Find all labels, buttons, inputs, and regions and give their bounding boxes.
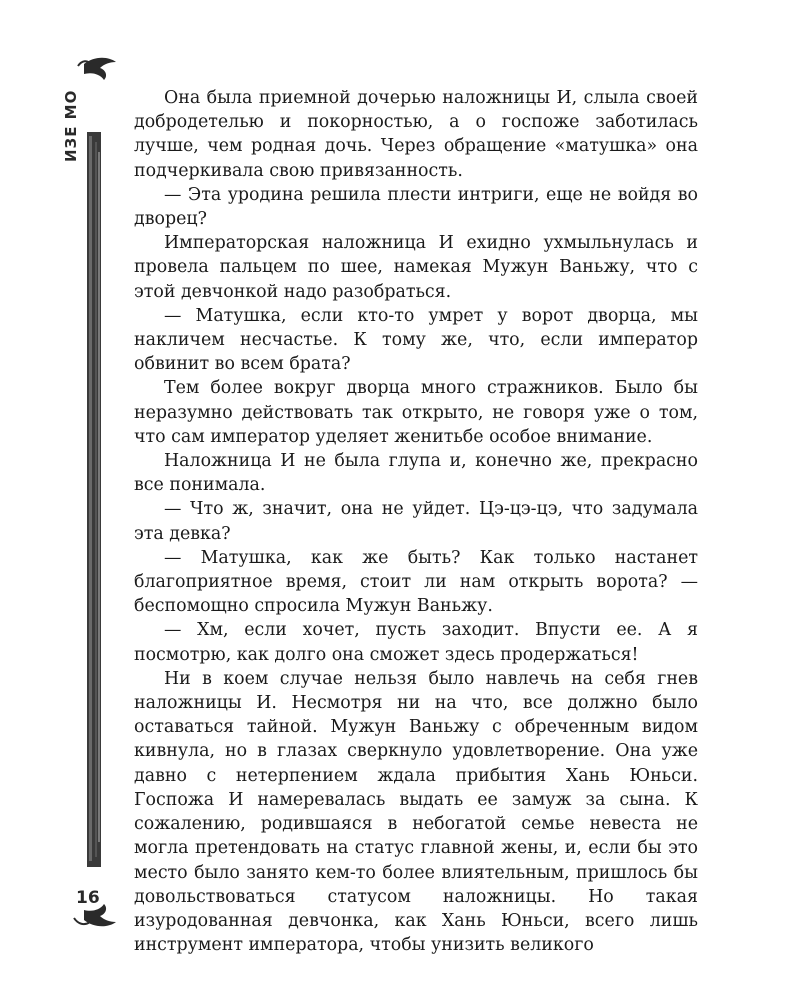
paragraph: Тем более вокруг дворца много стражников. Было бы неразумно действовать так открыто, не говоря уже о том, что сам император уделяет женитьбе особое внимание.	[134, 378, 698, 447]
paragraph: — Что ж, значит, она не уйдет. Цэ-цэ-цэ, что задумала эта девка?	[134, 499, 698, 544]
paragraph: — Эта уродина решила плести интриги, еще не войдя во дворец?	[134, 184, 698, 230]
paragraph: — Хм, если хочет, пусть заходит. Впусти ее. А я посмотрю, как долго она сможет здесь продержаться!	[134, 620, 698, 665]
paragraph: Наложница И не была глупа и, конечно же, прекрасно все понимала.	[134, 451, 698, 496]
paragraph: — Матушка, как же быть? Как только настанет благоприятное время, стоит ли нам открыть ворота? — беспомощно спросила Мужун Ваньжу.	[134, 547, 698, 617]
body-text	[134, 86, 698, 957]
paragraph: Ни в коем случае нельзя было навлечь на себя гнев наложницы И. Несмотря ни на что, все должно было оставаться тайной. Мужун Ваньжу с обреченным видом кивнула, но в глазах сверкнуло удовлетворение. Она уже давно с нетерпением ждала прибытия Хань Юньси. Госпожа И намеревалась выдать ее замуж за сына. К сожалению, родившаяся в небогатой семье невеста не могла претендовать на статус главной жены, и, если бы это место было занято кем-то более влиятельным, пришлось бы довольствоваться статусом наложницы. Но такая изуродованная девчонка, как Хань Юньси, всего лишь инструмент императора, чтобы унизить великого	[134, 668, 698, 956]
paragraph: Императорская наложница И ехидно ухмыльнулась и провела пальцем по шее, намекая Мужун Ваньжу, что с этой девчонкой надо разобраться.	[134, 233, 698, 302]
margin-ornament-icon	[70, 52, 120, 942]
paragraph: Она была приемной дочерью наложницы И, слыла своей добродетелью и покорностью, а о госпоже заботилась лучше, чем родная дочь. Через обращение «матушка» она подчеркивала свою привязанность.	[134, 88, 698, 181]
running-header-author: ИЗЕ МО	[62, 89, 80, 162]
paragraph: — Матушка, если кто-то умрет у ворот дворца, мы накличем несчастье. К тому же, что, если император обвинит во всем брата?	[134, 305, 698, 375]
page-number: 16	[76, 888, 100, 908]
